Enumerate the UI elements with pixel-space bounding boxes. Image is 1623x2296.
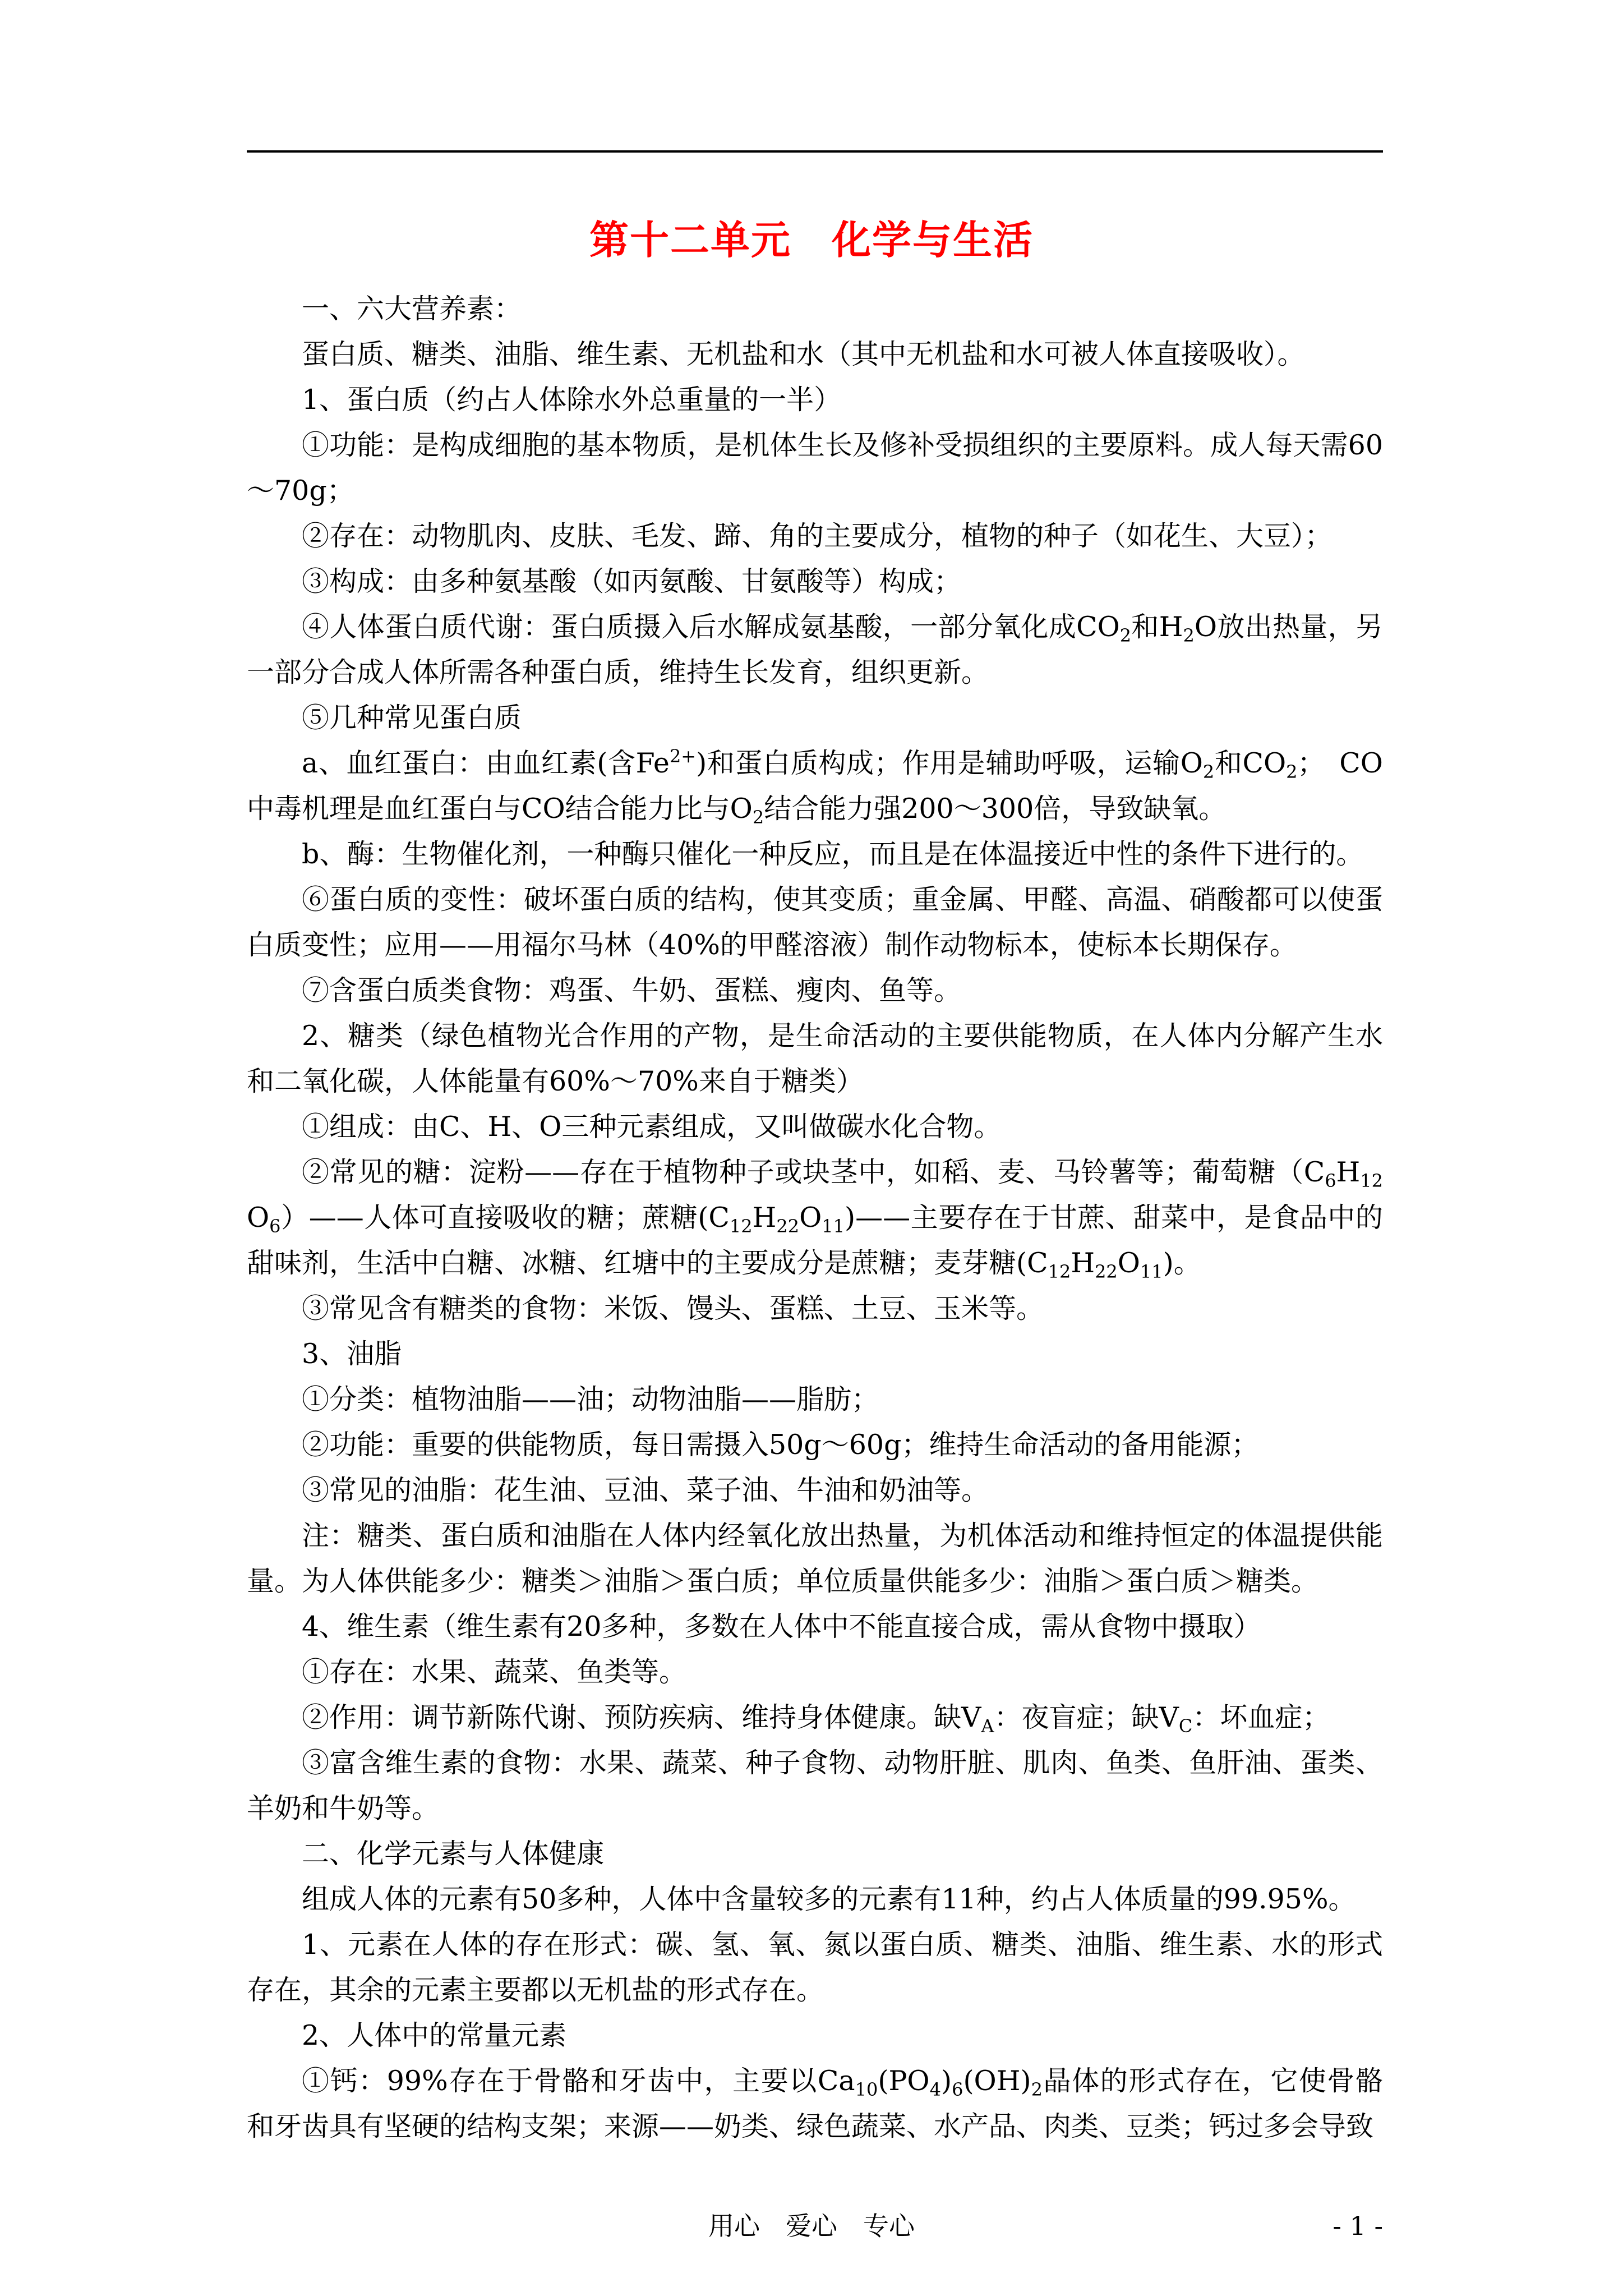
macro-elements-heading: 2、人体中的常量元素 [302,2019,567,2051]
text-span: ：坏血症； [1192,1701,1330,1733]
protein-heading: 1、蛋白质（约占人体除水外总重量的一半） [302,384,842,416]
formula-text: Fe [635,747,670,779]
protein-function: ①功能：是构成细胞的基本物质，是机体生长及修补受损组织的主要原料。成人每天需60～70g； [247,429,1383,507]
sugar-foods: ③常见含有糖类的食物：米饭、馒头、蛋糕、土豆、玉米等。 [302,1292,1044,1324]
sugar-heading: 2、糖类（绿色植物光合作用的产物，是生命活动的主要供能物质，在人体内分解产生水和二氧化碳，人体能量有60%～70%来自于糖类） [247,1020,1383,1097]
fat-classification: ①分类：植物油脂——油；动物油脂——脂肪； [302,1383,879,1415]
protein-existence: ②存在：动物肌肉、皮肤、毛发、蹄、角的主要成分，植物的种子（如花生、大豆）； [302,520,1332,552]
subscript: 2 [1031,2079,1043,2100]
subscript: 4 [929,2079,941,2100]
vitamin-foods: ③富含维生素的食物：水果、蔬菜、种子食物、动物肝脏、肌肉、鱼类、鱼肝油、蛋类、羊奶和牛奶等。 [247,1747,1383,1824]
subscript: 12 [1048,1261,1071,1282]
formula-text: CO [1076,611,1120,643]
enzyme-paragraph: b、酶：生物催化剂，一种酶只催化一种反应，而且是在体温接近中性的条件下进行的。 [302,838,1364,870]
text-span: )和蛋白质构成；作用是辅助呼吸，运输 [696,747,1181,779]
document-body [247,286,1383,2149]
formula-text: O [1117,1247,1140,1279]
subscript: 2 [752,807,764,828]
text-span: a、血红蛋白：由血红素(含 [302,747,636,779]
subscript: 2 [1183,625,1195,646]
fat-common: ③常见的油脂：花生油、豆油、菜子油、牛油和奶油等。 [302,1474,989,1506]
formula-text: O [799,1202,822,1234]
denaturation-paragraph: ⑥蛋白质的变性：破坏蛋白质的结构，使其变质；重金属、甲醛、高温、硝酸都可以使蛋白质变性；应用——用福尔马林（40%的甲醛溶液）制作动物标本，使标本长期保存。 [247,884,1383,961]
formula-text: O [1180,747,1203,779]
text-span: )——主要存在于甘蔗、甜菜中，是食品中的甜味剂，生活中白糖、冰糖、红塘中的主要成分是蔗糖；麦芽糖(C [247,1202,1384,1279]
text-span: 放出热量，另一部分合成人体所需各种蛋白质，维持生长发育，组织更新。 [247,611,1383,688]
footer-motto: 用心 爱心 专心 [708,2211,915,2241]
subscript: 2 [1286,761,1298,783]
subscript: 6 [952,2079,963,2100]
subscript: 22 [776,1216,800,1237]
fat-function: ②功能：重要的供能物质，每日需摄入50g～60g；维持生命活动的备用能源； [302,1429,1259,1461]
subscript: 12 [1360,1170,1383,1191]
text-span: 结合能力强200～300倍，导致缺氧。 [764,793,1227,825]
formula-text: (PO [878,2065,930,2097]
subscript: 2 [1202,761,1215,783]
fat-heading: 3、油脂 [302,1338,402,1370]
section-2-intro: 组成人体的元素有50多种，人体中含量较多的元素有11种，约占人体质量的99.95%。 [302,1883,1356,1915]
element-form: 1、元素在人体的存在形式：碳、氢、氧、氮以蛋白质、糖类、油脂、维生素、水的形式存在，其余的元素主要都以无机盐的形式存在。 [247,1929,1383,2006]
sugar-common [247,1149,1383,1286]
protein-composition: ③构成：由多种氨基酸（如丙氨酸、甘氨酸等）构成； [302,565,962,597]
text-span: )。 [1163,1247,1201,1279]
subscript: 11 [1140,1261,1163,1282]
text-span: 晶体的形式存在，它使骨骼和牙齿具有坚硬的结构支架；来源——奶类、绿色蔬菜、水产品、肉类、豆类；钙过多会导致 [247,2065,1383,2142]
formula-text: (OH) [963,2065,1031,2097]
formula-text: ) [940,2065,952,2097]
superscript: 2+ [669,746,697,767]
section-2-heading: 二、化学元素与人体健康 [302,1838,605,1870]
formula-text: H [1159,611,1183,643]
text-span: ②常见的糖：淀粉——存在于植物种子或块茎中，如稻、麦、马铃薯等；葡萄糖（C [302,1156,1325,1188]
subscript: 2 [1119,625,1132,646]
vitamin-function [247,1695,1383,1740]
subscript: 10 [855,2079,878,2100]
text-span: 和 [1214,747,1243,779]
vitamin-existence: ①存在：水果、蔬菜、鱼类等。 [302,1656,687,1688]
protein-foods: ⑦含蛋白质类食物：鸡蛋、牛奶、蛋糕、瘦肉、鱼等。 [302,974,962,1006]
formula-text: CO [1242,747,1287,779]
section-1-intro: 蛋白质、糖类、油脂、维生素、无机盐和水（其中无机盐和水可被人体直接吸收）。 [302,338,1305,370]
page-title: 第十二单元 化学与生活 [589,217,1034,263]
subscript: A [981,1715,994,1737]
sugar-composition: ①组成：由C、H、O三种元素组成，又叫做碳水化合物。 [302,1111,1002,1143]
page-number: - 1 - [1332,2211,1383,2241]
text-span: ）——人体可直接吸收的糖；蔗糖(C [280,1202,730,1234]
text-span: ； CO中毒机理是血红蛋白与CO结合能力比与 [247,747,1383,825]
hemoglobin-paragraph [247,740,1383,831]
subscript: 6 [1325,1170,1336,1191]
protein-common-heading: ⑤几种常见蛋白质 [302,702,522,734]
subscript: 22 [1095,1261,1118,1282]
fat-note: 注：糖类、蛋白质和油脂在人体内经氧化放出热量，为机体活动和维持恒定的体温提供能量。为人体供能多少：糖类＞油脂＞蛋白质；单位质量供能多少：油脂＞蛋白质＞糖类。 [247,1520,1383,1597]
subscript: 6 [269,1216,281,1237]
formula-text: H [752,1202,777,1234]
protein-metabolism [247,604,1383,695]
header-rule [247,150,1383,153]
subscript: 12 [729,1216,753,1237]
formula-text: O [1194,611,1218,643]
text-span: 和 [1131,611,1159,643]
formula-text: O [730,793,753,825]
calcium-paragraph [247,2058,1383,2149]
section-1-heading: 一、六大营养素： [302,293,522,325]
formula-text: H [1336,1156,1361,1188]
subscript: C [1178,1715,1193,1737]
subscript: 11 [822,1216,845,1237]
text-span: ②作用：调节新陈代谢、预防疾病、维持身体健康。缺V [302,1701,981,1733]
formula-text: O [247,1202,270,1234]
text-span: ：夜盲症；缺V [994,1701,1179,1733]
formula-text: H [1071,1247,1095,1279]
text-span: ④人体蛋白质代谢：蛋白质摄入后水解成氨基酸，一部分氧化成 [302,611,1077,643]
text-span: ①钙：99%存在于骨骼和牙齿中，主要以Ca [302,2065,855,2097]
vitamin-heading: 4、维生素（维生素有20多种，多数在人体中不能直接合成，需从食物中摄取） [302,1611,1261,1642]
